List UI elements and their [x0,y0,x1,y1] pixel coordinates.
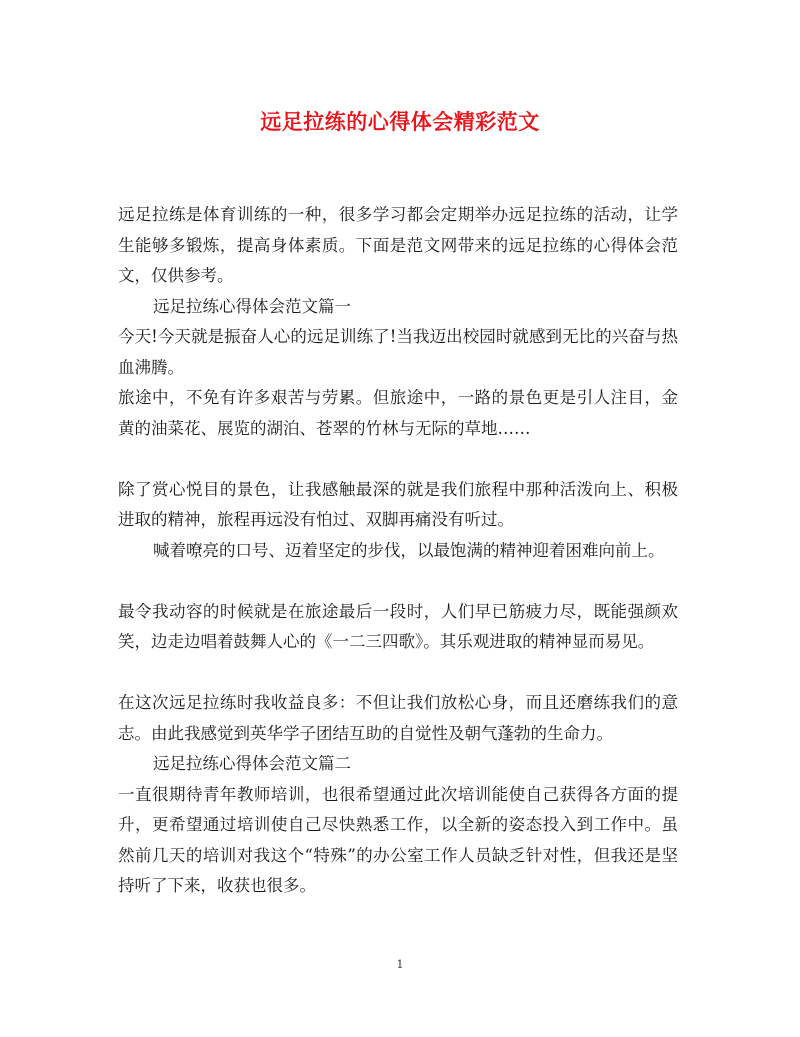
document-body [118,200,678,902]
paragraph: 在这次远足拉练时我收益良多：不但让我们放松心身，而且还磨练我们的意志。由此我感觉到英华学子团结互助的自觉性及朝气蓬勃的生命力。 [118,693,678,743]
paragraph: 最令我动容的时候就是在旅途最后一段时，人们早已筋疲力尽，既能强颜欢笑，边走边唱着鼓舞人心的《一二三四歌》。其乐观进取的精神显而易见。 [118,601,678,651]
paragraph: 喊着嘹亮的口号、迈着坚定的步伐，以最饱满的精神迎着困难向前上。 [153,540,665,560]
paragraph: 今天!今天就是振奋人心的远足训练了!当我迈出校园时就感到无比的兴奋与热血沸腾。 [118,327,678,377]
intro-paragraph: 远足拉练是体育训练的一种，很多学习都会定期举办远足拉练的活动，让学生能够多锻炼，提高身体素质。下面是范文网带来的远足拉练的心得体会范文，仅供参考。 [118,205,678,285]
paragraph: 旅途中，不免有许多艰苦与劳累。但旅途中，一路的景色更是引人注目，金黄的油菜花、展览的湖泊、苍翠的竹林与无际的草地…… [118,388,678,438]
paragraph-gap [118,566,678,597]
section-heading-2: 远足拉练心得体会范文篇二 [153,754,351,773]
paragraph-gap [118,444,678,475]
paragraph: 一直很期待青年教师培训，也很希望通过此次培训能使自己获得各方面的提升，更希望通过培训使自己尽快熟悉工作，以全新的姿态投入到工作中。虽然前几天的培训对我这个“特殊”的办公室工作人员缺乏针对性，但我还是坚持听了下来，收获也很多。 [118,784,678,895]
page-number: 1 [396,958,404,971]
paragraph-gap [118,658,678,689]
section-heading-1: 远足拉练心得体会范文篇一 [153,296,351,316]
page-title: 远足拉练的心得体会精彩范文 [260,109,540,134]
paragraph: 除了赏心悦目的景色，让我感触最深的就是我们旅程中那种活泼向上、积极进取的精神，旅程再远没有怕过、双脚再痛没有听过。 [118,479,678,529]
